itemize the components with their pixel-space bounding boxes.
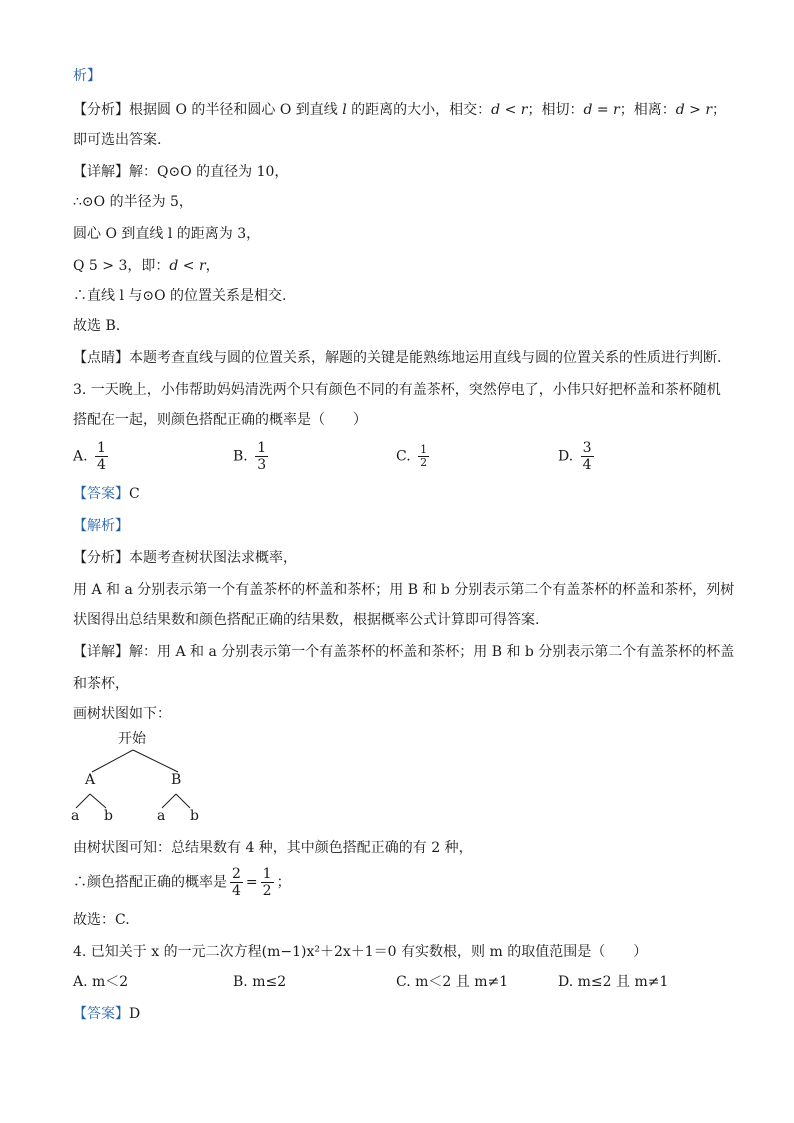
tree-leaf: a [157,808,166,824]
text-line: 圆心 O 到直线 l 的距离为 3， [73,226,261,242]
option-c: C. m＜2 且 m≠1 [396,974,509,990]
option-c: C. $\frac{1}{2}$ [396,443,428,469]
tree-branch [76,794,90,808]
tree-branch [133,750,178,772]
analysis-line: 【分析】根据圆 O 的半径和圆心 O 到直线 l 的距离的大小，相交：d < r；相切：d = r；相离：d > r； [73,102,727,118]
option-a: A. m＜2 [73,974,129,990]
explanation-heading: 【解析】 [73,518,129,534]
tree-root: 开始 [118,731,146,747]
text-line: ∴⊙O 的半径为 5， [73,194,193,210]
text-line: ∴直线 l 与⊙O 的位置关系是相交. [73,288,287,304]
tree-branch [90,794,106,808]
option-d: D. m≤2 且 m≠1 [558,974,669,990]
text-line: 故选 B. [73,318,121,334]
option-d: D. $\frac{3}{4}$ [558,440,592,473]
text-line: 状图得出总结果数和颜色搭配正确的结果数，根据概率公式计算即可得答案. [73,612,540,628]
tree-leaf: a [71,808,80,824]
probability-line: ∴颜色搭配正确的概率是 $\frac{2}{4}$ = $\frac{1}{2}$ ； [73,866,291,899]
detail-line: 【详解】解：Q⊙O 的直径为 10， [73,164,289,180]
text-line: 和茶杯， [73,676,129,692]
question-3-text: 3. 一天晚上，小伟帮助妈妈清洗两个只有颜色不同的有盖茶杯，突然停电了，小伟只好把杯盖和茶杯随机 [73,382,721,398]
option-b: B. m≤2 [233,974,287,990]
tree-leaf: b [190,808,199,824]
answer-line: 【答案】C [73,486,140,502]
option-a: A. $\frac{1}{4}$ [73,440,106,473]
text-line: 故选：C. [73,912,130,928]
tree-branch [92,750,133,772]
question-3-text: 搭配在一起，则颜色搭配正确的概率是（ ） [73,412,367,428]
tree-branch [176,794,190,808]
text-line: 由树状图可知：总结果数有 4 种，其中颜色搭配正确的有 2 种， [73,840,473,856]
tree-diagram [60,726,240,826]
text-line: 析】 [73,68,101,84]
comment-line: 【点睛】本题考查直线与圆的位置关系，解题的关键是能熟练地运用直线与圆的位置关系的性质进行判断. [73,350,722,366]
answer-line: 【答案】D [73,1006,141,1022]
tree-node: A [85,772,96,788]
text-line: 用 A 和 a 分别表示第一个有盖茶杯的杯盖和茶杯；用 B 和 b 分别表示第二个有盖茶杯的杯盖和茶杯，列树 [73,582,735,598]
tree-branch [162,794,176,808]
question-4-text: 4. 已知关于 x 的一元二次方程(m−1)x²＋2x＋1＝0 有实数根，则 m 的取值范围是（ ） [73,944,648,960]
tree-node: B [171,772,182,788]
text-line: Q 5 > 3，即：d < r， [73,258,220,274]
analysis-line: 【分析】本题考查树状图法求概率， [73,550,297,566]
detail-line: 【详解】解：用 A 和 a 分别表示第一个有盖茶杯的杯盖和茶杯；用 B 和 b 分别表示第二个有盖茶杯的杯盖 [73,644,735,660]
text-line: 画树状图如下： [73,706,171,722]
text-line: 即可选出答案. [73,132,162,148]
tree-leaf: b [104,808,113,824]
option-b: B. $\frac{1}{3}$ [233,440,267,473]
